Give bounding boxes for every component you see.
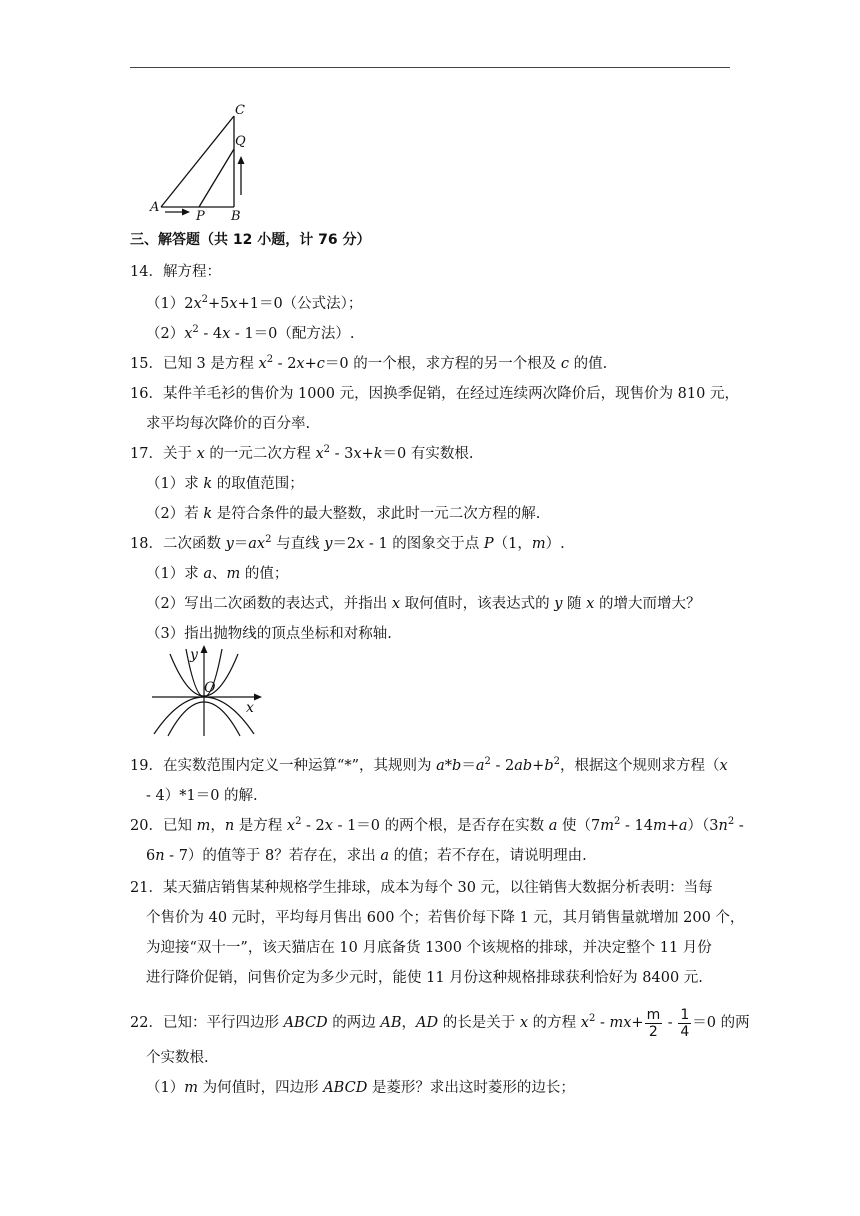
question-16-line-2: 求平均每次降价的百分率.: [146, 416, 311, 432]
question-18-part-3: （3）指出抛物线的顶点坐标和对称轴.: [146, 626, 392, 642]
question-17-part-2: （2）若 k 是符合条件的最大整数，求此时一元二次方程的解.: [146, 506, 541, 522]
question-19-line-2: ‐ 4）*1＝0 的解.: [146, 788, 258, 804]
section-title: 三、解答题（共 12 小题，计 76 分）: [130, 232, 371, 248]
arrow-up-head: [238, 156, 245, 164]
question-15: 15．已知 3 是方程 $x^2$ ‐ 2x+c＝0 的一个根，求方程的另一个根及 c 的值.: [130, 354, 608, 372]
question-14-part-1: $(1)2x^2+5x+1=0$（公式法）；: [146, 294, 363, 312]
fraction-1-over-4: $\frac{1}{4}$: [680, 1006, 690, 1040]
question-21: 21．某天猫店销售某种规格学生排球，成本为每个 30 元，以往销售大数据分析表明：当每: [130, 880, 713, 896]
question-16: 16．某件羊毛衫的售价为 1000 元，因换季促销，在经过连续两次降价后，现售价为 810 元，: [130, 386, 739, 402]
question-14: 14．解方程：: [130, 264, 221, 280]
label-q: Q: [235, 134, 246, 149]
question-14-part-2: $(2)x^2$ ‐ 4x ‐ 1＝0（配方法）.: [146, 324, 355, 342]
label-y: y: [190, 647, 198, 663]
question-22-line-2: 个实数根.: [146, 1050, 209, 1066]
header-rule: [130, 67, 730, 68]
fraction-m-over-2: $\frac{m}{2}$: [646, 1006, 661, 1040]
question-22-part-1: （1）m 为何值时，四边形 ABCD 是菱形？求出这时菱形的边长；: [146, 1080, 575, 1096]
parabola-figure: [148, 644, 263, 738]
label-p: P: [196, 209, 205, 220]
x-arrow-head: [254, 694, 262, 701]
question-19: 19．在实数范围内定义一种运算“*”，其规则为 $a*b=a^2$ ‐ $2ab+b^2$，根据这个规则求方程（x: [130, 756, 728, 774]
question-17-part-1: （1）求 k 的取值范围；: [146, 476, 304, 492]
label-o: O: [204, 680, 216, 696]
label-b: B: [231, 209, 241, 220]
arrow-right-head: [182, 209, 190, 216]
question-20-line-2: 6n ‐ 7）的值等于 8？若存在，求出 a 的值；若不存在，请说明理由.: [146, 848, 587, 864]
question-21-line-4: 进行降价促销，问售价定为多少元时，能使 11 月份这种规格排球获利恰好为 8400 元.: [146, 970, 703, 986]
triangle-figure: [147, 104, 257, 220]
question-18-part-2: （2）写出二次函数的表达式，并指出 x 取何值时，该表达式的 y 随 x 的增大而增大？: [146, 596, 701, 612]
y-arrow-head: [201, 645, 208, 653]
segment-pq: [199, 149, 234, 207]
question-20: 20．已知 m，n 是方程 $x^2$ ‐ 2x ‐ 1＝0 的两个根，是否存在实数 a 使（$7m^2$ ‐ $14m+a)(3n^2$ ‐: [130, 816, 744, 834]
label-a: A: [150, 200, 160, 215]
question-18: 18．二次函数 $y=ax^2$ 与直线 y＝2x ‐ 1 的图象交于点 P（1，m）.: [130, 534, 565, 552]
label-x: x: [246, 700, 254, 716]
side-ac: [161, 116, 234, 207]
question-18-part-1: （1）求 a、m 的值；: [146, 566, 289, 582]
question-21-line-3: 为迎接“双十一”，该天猫店在 10 月底备货 1300 个该规格的排球，并决定整个 11 月份: [146, 940, 712, 956]
label-c: C: [235, 104, 245, 118]
question-17: 17．关于 x 的一元二次方程 $x^2$ ‐ 3x+k＝0 有实数根.: [130, 444, 474, 462]
question-21-line-2: 个售价为 40 元时，平均每月售出 600 个；若售价每下降 1 元，其月销售量就增加 200 个，: [146, 910, 745, 926]
question-22: 22．已知：平行四边形 ABCD 的两边 AB，AD 的长是关于 x 的方程 $x^2$ ‐ mx+ $\frac{m}{2}$ ‐ $\frac{1}{4}$ ＝0 的两: [130, 1006, 750, 1040]
